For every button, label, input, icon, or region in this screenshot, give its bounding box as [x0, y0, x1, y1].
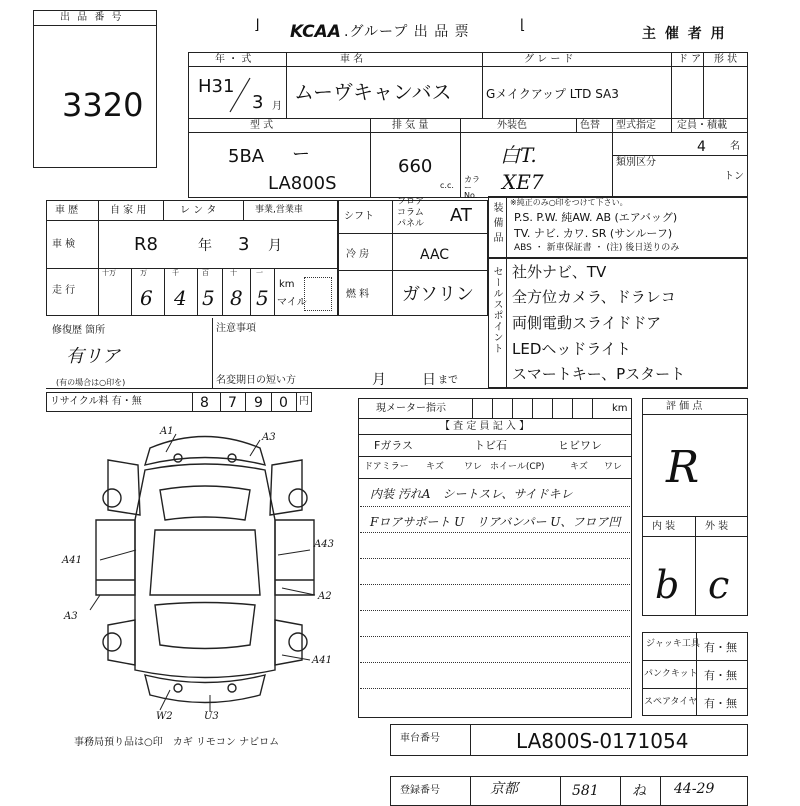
- digit-head-1: 一: [256, 269, 263, 277]
- repair-label: 修復歴 箇所: [52, 325, 106, 336]
- model-prefix: 5BA: [228, 146, 265, 167]
- type-designation-label: 型式指定: [616, 120, 656, 131]
- digit-head-100: 百: [202, 269, 209, 277]
- registration-label: 登録番号: [400, 785, 440, 796]
- year-type-label: 年 ・ 式: [215, 54, 252, 65]
- damage-mark: A43: [314, 539, 334, 550]
- business-label: 事業,営業車: [255, 205, 303, 215]
- damage-mark: A3: [262, 432, 276, 443]
- displacement-label: 排 気 量: [392, 120, 429, 131]
- inspection-item: ホイール(CP): [490, 462, 545, 472]
- shaken-label: 車 検: [52, 239, 76, 250]
- lot-number: 3320: [62, 86, 144, 124]
- model-year-month: 3: [252, 92, 264, 113]
- rental-label: レ ン タ: [180, 205, 217, 216]
- meter-label: 現メーター指示: [376, 403, 446, 414]
- mile-box: [304, 277, 332, 311]
- yen-unit: 円: [299, 396, 309, 407]
- mileage-digit: 5: [202, 286, 215, 310]
- history-label: 車 歴: [55, 205, 79, 216]
- grade-label: グ レ ー ド: [524, 54, 574, 65]
- shift-value: AT: [450, 205, 472, 226]
- shaken-year-unit: 年: [198, 238, 212, 254]
- lot-label: 出 品 番 号: [60, 12, 124, 23]
- fuel-value: ガソリン: [402, 284, 474, 305]
- inspection-item: Fガラス: [374, 439, 413, 452]
- name-change-month: 月: [372, 372, 386, 388]
- interior-label: 内 装: [652, 521, 676, 532]
- registration-class: 581: [572, 783, 599, 799]
- model-label: 型 式: [250, 120, 274, 131]
- inspection-item: ワレ: [464, 462, 483, 472]
- damage-mark: A41: [312, 655, 332, 666]
- corner-mark-left: ⌋: [254, 17, 260, 33]
- recycle-digit: 0: [279, 395, 288, 411]
- inspection-item: ヒビワレ: [558, 439, 602, 452]
- overall-grade: R: [666, 442, 700, 493]
- name-change-until: まで: [438, 375, 458, 386]
- inspection-item: ワレ: [604, 462, 623, 472]
- shaken-era: R8: [134, 234, 158, 255]
- capacity-value: 4: [697, 139, 706, 155]
- km-unit: km: [279, 279, 295, 290]
- exterior-color-value: 白T.: [500, 143, 537, 167]
- load-unit: トン: [724, 171, 744, 182]
- sales-points-side-label: セールスポイント: [491, 266, 502, 354]
- accessory-label: ジャッキ工具: [646, 639, 700, 649]
- equipment-side-label: 装 備 品: [491, 202, 502, 244]
- inspection-handwritten: 内装 汚れA シートスレ、サイドキレ: [370, 487, 573, 501]
- name-change-day: 日: [422, 372, 436, 388]
- repair-value: 有リア: [66, 346, 120, 367]
- class-label: 類別区分: [616, 157, 656, 168]
- mileage-digit: 5: [256, 286, 269, 310]
- color-code-value: XE7: [502, 170, 544, 194]
- recycle-label: リサイクル料 有・無: [50, 396, 142, 407]
- meter-km-unit: km: [612, 403, 628, 414]
- private-use-label: 自 家 用: [110, 205, 147, 216]
- cc-unit: c.c.: [440, 181, 454, 190]
- mileage-digit: 6: [140, 286, 153, 310]
- model-dash: ー: [292, 144, 310, 165]
- damage-mark: W2: [156, 711, 173, 722]
- sales-point: LEDヘッドライト: [512, 340, 631, 358]
- month-unit: 月: [272, 101, 282, 112]
- recycle-digit: 9: [254, 395, 263, 411]
- sales-point: 全方位カメラ、ドラレコ: [512, 288, 676, 306]
- grade-value: Gメイクアップ LTD SA3: [486, 87, 619, 101]
- damage-mark: A3: [64, 611, 78, 622]
- inspection-item: トビ石: [474, 439, 507, 452]
- recycle-digit: 8: [200, 395, 209, 411]
- mileage-label: 走 行: [52, 285, 76, 296]
- cooling-label: 冷 房: [346, 249, 370, 260]
- equipment-line: P.S. P.W. 純AW. AB (エアバッグ): [514, 211, 678, 224]
- inspection-handwritten: Fロアサポート U リアバンパー U、フロア凹: [370, 515, 621, 529]
- sales-point: スマートキー、Pスタート: [512, 365, 686, 383]
- color-no-label: カラー No.: [464, 175, 480, 200]
- interior-grade: b: [655, 563, 680, 607]
- body-shape-label: 形 状: [714, 54, 738, 65]
- mile-unit: マイル: [277, 297, 307, 308]
- inspection-item: ドアミラー: [364, 462, 409, 472]
- car-diagram: [60, 420, 350, 730]
- digit-head-10: 十: [230, 269, 237, 277]
- registration-number: 44-29: [674, 781, 715, 797]
- organizer-label: 主 催 者 用: [642, 26, 727, 42]
- exterior-grade: c: [708, 563, 730, 607]
- shaken-month-unit: 月: [268, 238, 282, 254]
- lot-number-box: [33, 10, 157, 168]
- chassis-number-value: LA800S-0171054: [516, 729, 689, 753]
- exterior-color-label: 外装色: [497, 120, 527, 131]
- car-name-label: 車 名: [340, 54, 364, 65]
- capacity-unit: 名: [730, 141, 740, 152]
- damage-mark: A2: [318, 591, 332, 602]
- registration-place: 京都: [490, 781, 518, 797]
- model-year-era: H31: [198, 76, 235, 97]
- shift-label: シフト: [344, 211, 374, 222]
- accessory-value: 有・無: [704, 641, 737, 654]
- notes-label: 注意事項: [216, 323, 256, 334]
- office-items-label: 事務局預り品は○印 カギ リモコン ナビロム: [74, 737, 280, 748]
- name-change-label: 名変期日の短い方: [216, 375, 296, 386]
- shift-opt-column: コラム: [397, 208, 424, 218]
- inspector-header: 【 査 定 員 記 入 】: [440, 421, 530, 432]
- displacement-value: 660: [398, 156, 433, 177]
- shift-opt-floor: フロア: [397, 197, 425, 207]
- inspection-item: キズ: [426, 462, 444, 472]
- equipment-note: ※純正のみ○印をつけて下さい。: [510, 198, 628, 207]
- shift-opt-panel: パネル: [397, 219, 425, 229]
- digit-head-100k: 十万: [102, 269, 116, 277]
- damage-mark: A1: [160, 426, 174, 437]
- fuel-label: 燃 料: [346, 289, 370, 300]
- accessory-label: スペアタイヤ: [644, 697, 698, 707]
- score-label: 評 価 点: [666, 401, 703, 412]
- digit-head-1k: 千: [172, 269, 179, 277]
- inspection-item: キズ: [570, 462, 588, 472]
- color-change-label: 色替: [580, 120, 600, 131]
- exterior-grade-label: 外 装: [705, 521, 729, 532]
- equipment-line: TV. ナビ. カワ. SR (サンルーフ): [514, 227, 673, 240]
- capacity-label: 定員・積載: [677, 120, 727, 131]
- kcaa-logo: KCAA: [290, 22, 341, 42]
- equipment-line: ABS ・ 新車保証書 ・ (注) 後日送りのみ: [514, 243, 680, 253]
- shaken-month: 3: [238, 234, 250, 255]
- doors-label: ド ア: [678, 54, 702, 65]
- chassis-number-label: 車台番号: [400, 733, 440, 744]
- accessory-label: パンクキット: [644, 669, 698, 679]
- corner-mark-right: ⌊: [520, 17, 526, 33]
- digit-head-10k: 万: [140, 269, 147, 277]
- cooling-value: AAC: [420, 247, 450, 263]
- accessory-value: 有・無: [704, 669, 737, 682]
- damage-mark: A41: [62, 555, 82, 566]
- damage-mark: U3: [204, 711, 219, 722]
- model-code: LA800S: [268, 173, 337, 194]
- recycle-digit: 7: [228, 395, 237, 411]
- accessory-value: 有・無: [704, 697, 737, 710]
- registration-kana: ね: [632, 783, 646, 799]
- mileage-digit: 4: [174, 286, 187, 310]
- sales-point: 両側電動スライドドア: [512, 314, 662, 332]
- car-name-value: ムーヴキャンバス: [294, 80, 452, 104]
- form-title: .グループ 出 品 票: [344, 24, 470, 40]
- sales-point: 社外ナビ、TV: [512, 263, 607, 281]
- mileage-digit: 8: [230, 286, 243, 310]
- repair-note: (有の場合は○印を): [56, 378, 126, 387]
